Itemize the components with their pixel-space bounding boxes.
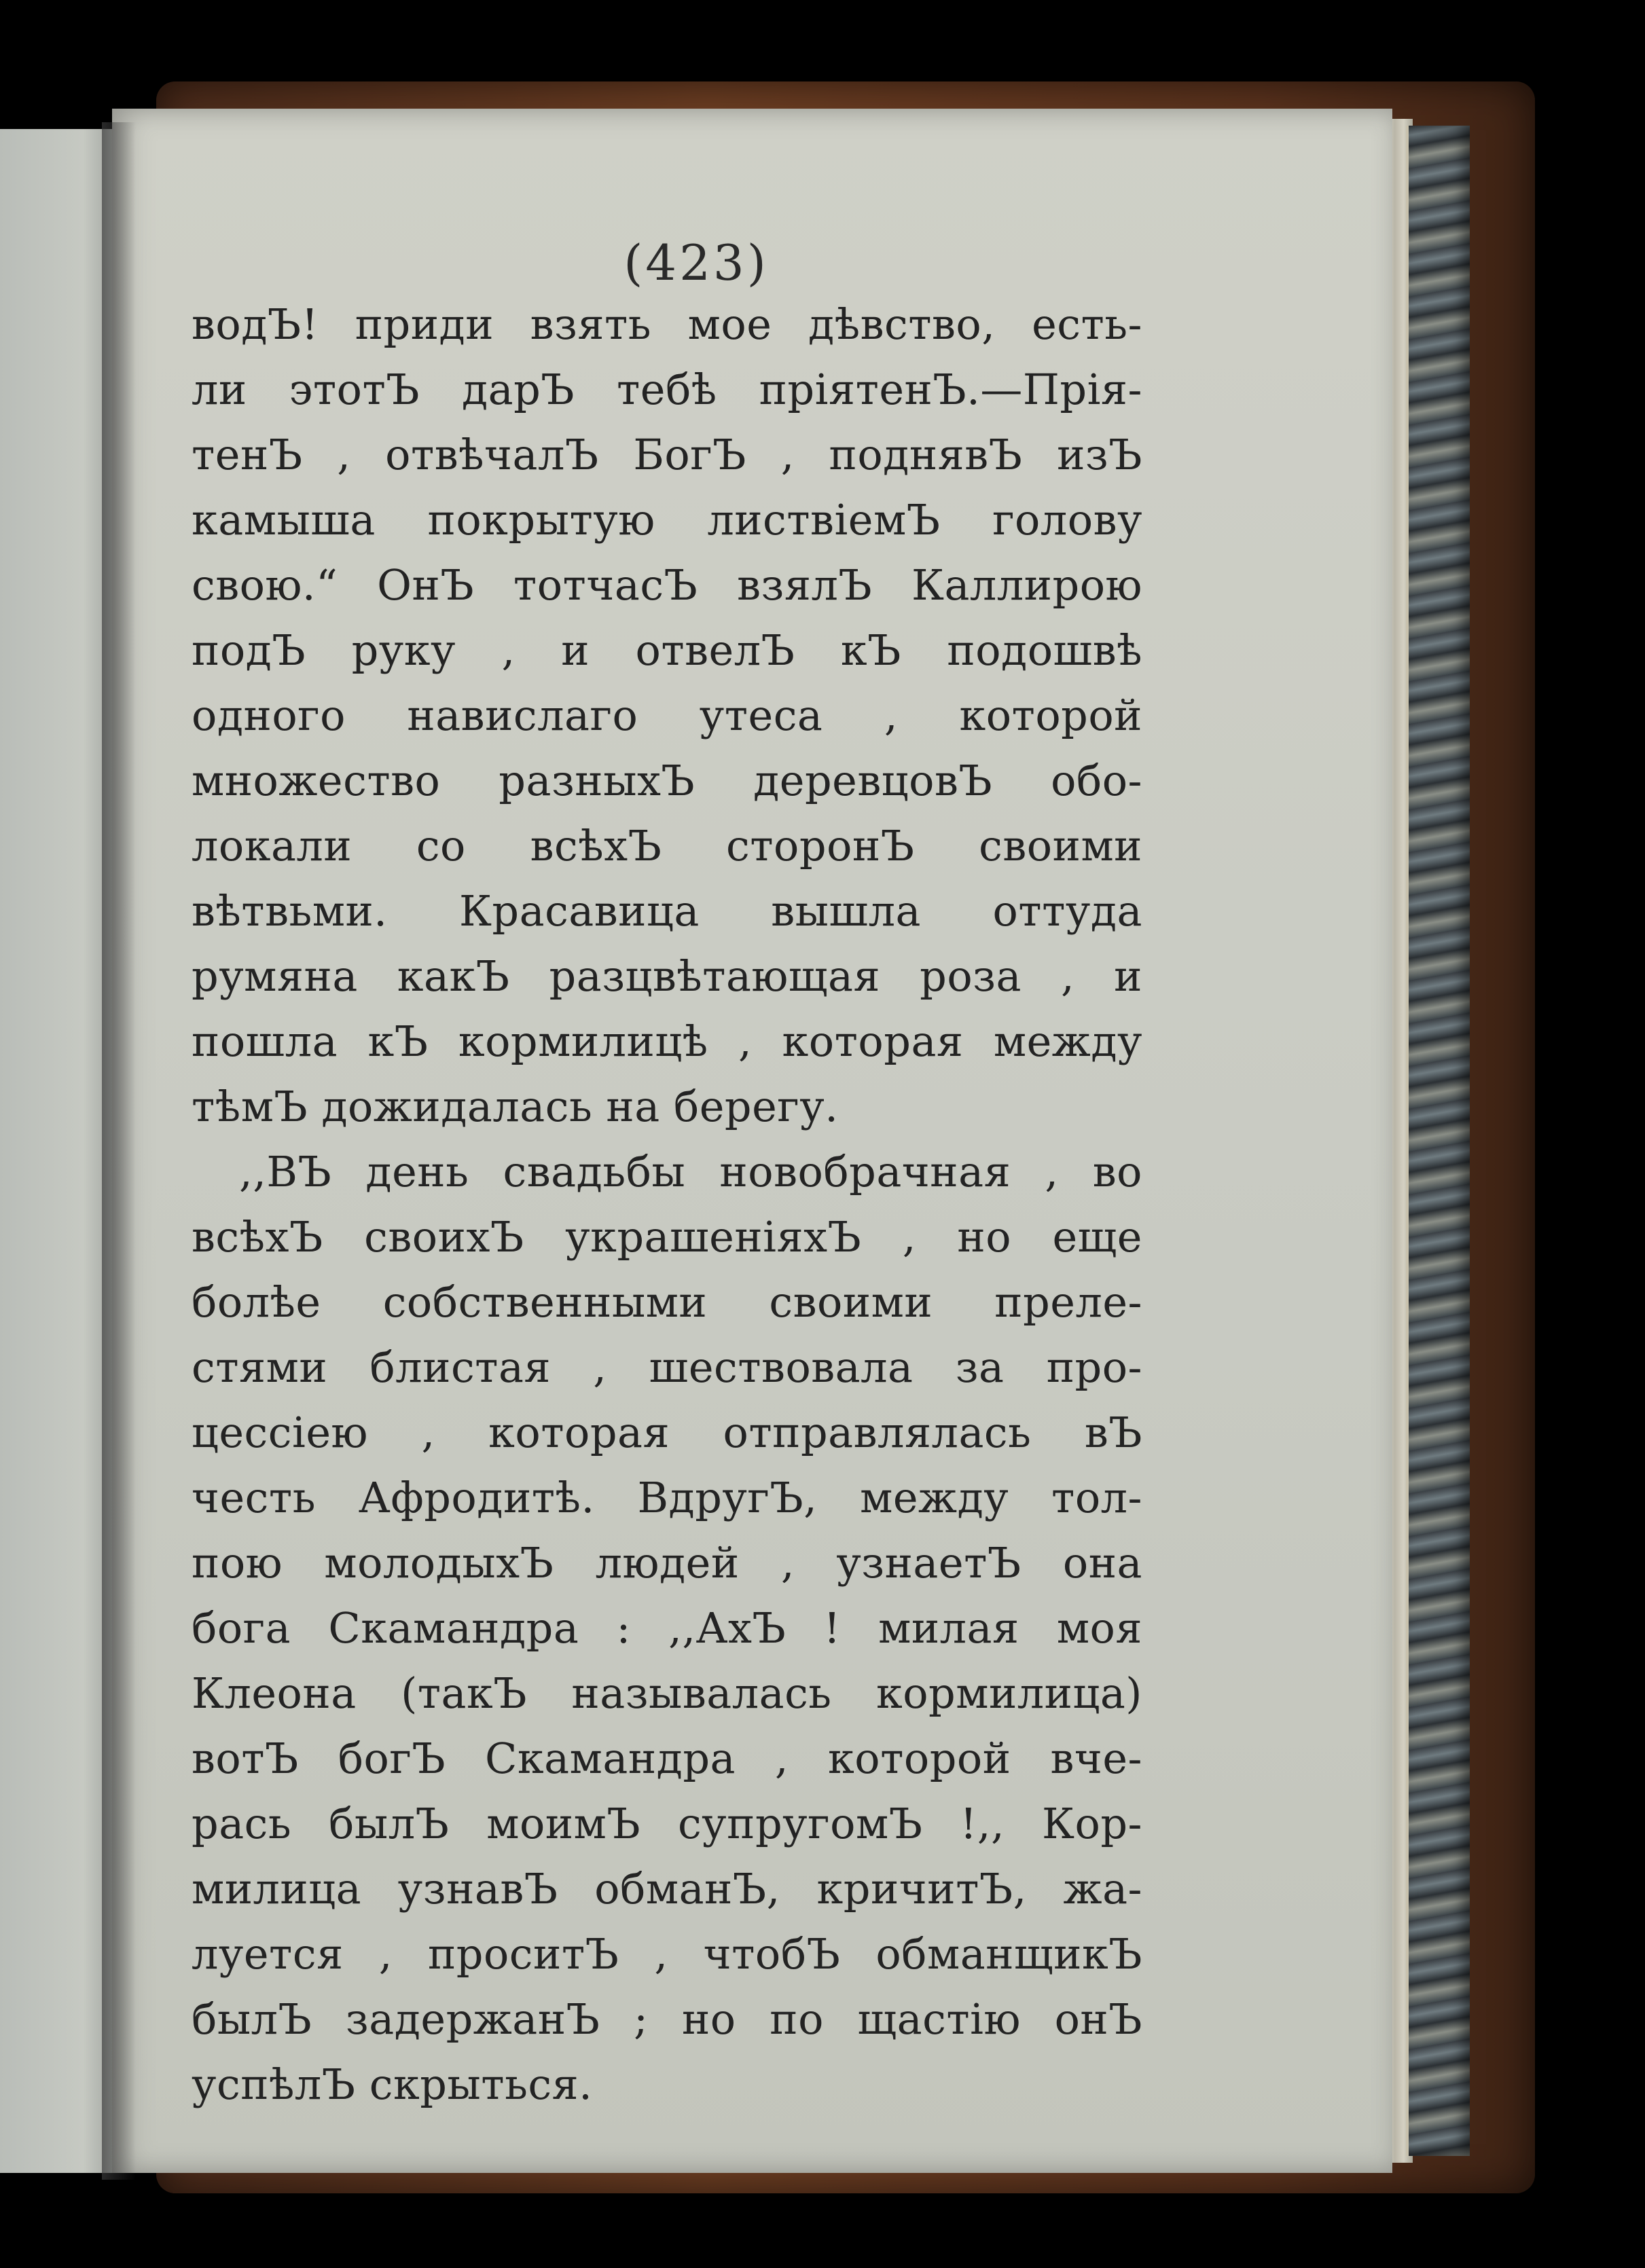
text-line: подЪ руку , и отвелЪ кЪ подошвѣ: [192, 625, 1142, 675]
text-line: одного навислаго утеса , которой: [192, 691, 1142, 740]
text-line: стями блистая , шествовала за про-: [192, 1342, 1142, 1392]
text-line: тенЪ , отвѣчалЪ БогЪ , поднявЪ изЪ: [192, 430, 1142, 479]
text-line: милица узнавЪ обманЪ, кричитЪ, жа-: [192, 1864, 1142, 1914]
text-line: ,,ВЪ день свадьбы новобрачная , во: [239, 1147, 1142, 1196]
text-line: камыша покрытую листвіемЪ голову: [192, 495, 1142, 545]
text-line: Клеона (такЪ называлась кормилица): [192, 1668, 1142, 1718]
facing-page: [0, 129, 119, 2173]
text-line: вѣтвьми. Красавица вышла оттуда: [192, 886, 1142, 936]
text-line: луется , проситЪ , чтобЪ обманщикЪ: [192, 1929, 1142, 1979]
text-line: честь Афродитѣ. ВдругЪ, между тол-: [192, 1473, 1142, 1522]
text-line: болѣе собственными своими преле-: [192, 1277, 1142, 1327]
text-line: пою молодыхЪ людей , узнаетЪ она: [192, 1538, 1142, 1588]
text-line: цессіею , которая отправлялась вЪ: [192, 1408, 1142, 1457]
text-line: былЪ задержанЪ ; но по щастію онЪ: [192, 1994, 1142, 2044]
text-line: успѣлЪ скрыться.: [192, 2060, 593, 2109]
page-number: (423): [623, 234, 769, 291]
text-line: множество разныхЪ деревцовЪ обо-: [192, 756, 1142, 805]
text-line: тѣмЪ дожидалась на берегу.: [192, 1082, 839, 1131]
text-line: румяна какЪ разцвѣтающая роза , и: [192, 951, 1142, 1001]
text-line: бога Скамандра : ,,АхЪ ! милая моя: [192, 1603, 1142, 1653]
text-line: свою.“ ОнЪ тотчасЪ взялЪ Каллирою: [192, 560, 1142, 610]
page-text: [192, 292, 1142, 2117]
text-line: водЪ! приди взять мое дѣвство, есть-: [192, 299, 1142, 349]
text-line: локали со всѣхЪ сторонЪ своими: [192, 821, 1142, 871]
marbled-edge: [1406, 126, 1470, 2156]
gutter-shadow: [102, 122, 136, 2180]
text-line: вотЪ богЪ Скамандра , которой вче-: [192, 1734, 1142, 1783]
text-line: всѣхЪ своихЪ украшеніяхЪ , но еще: [192, 1212, 1142, 1262]
text-line: ли этотЪ дарЪ тебѣ пріятенЪ.—Прія-: [192, 365, 1142, 414]
text-line: пошла кЪ кормилицѣ , которая между: [192, 1017, 1142, 1066]
text-line: рась былЪ моимЪ супругомЪ !,, Кор-: [192, 1799, 1142, 1848]
